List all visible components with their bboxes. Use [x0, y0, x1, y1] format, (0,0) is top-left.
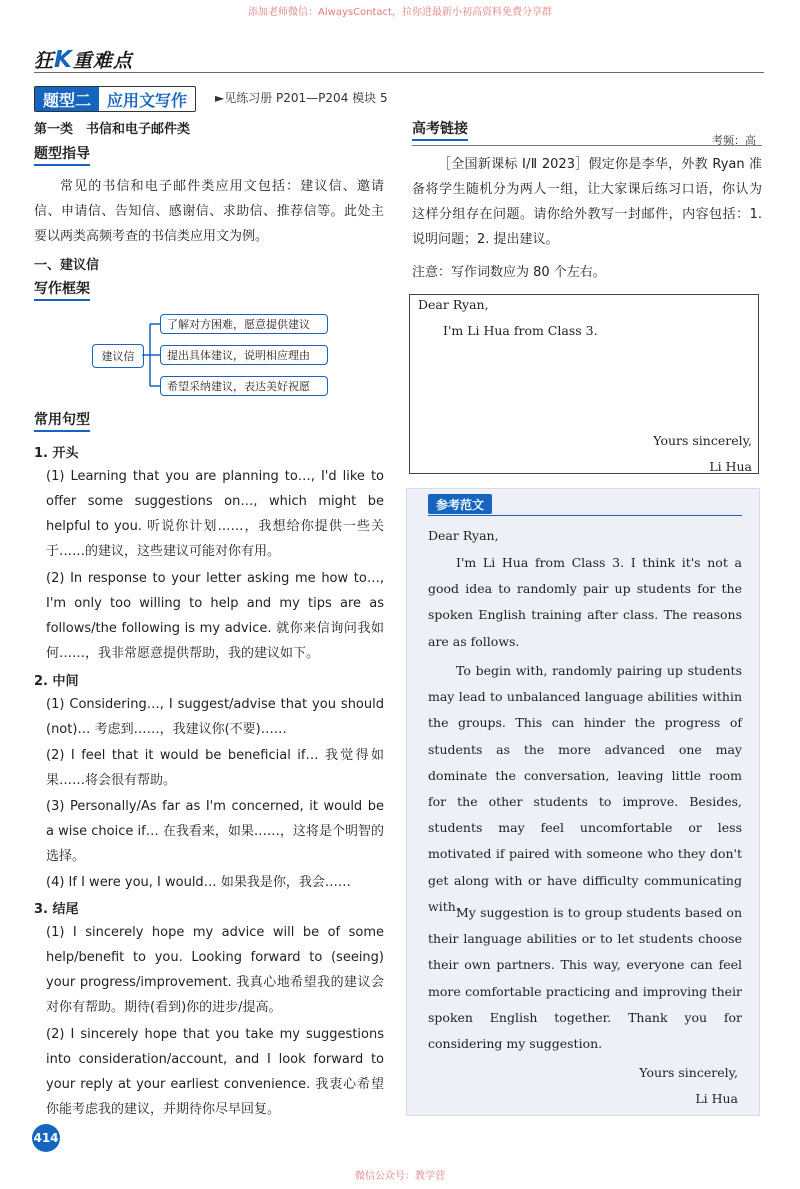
sample-essay-rule [428, 515, 742, 516]
brand-logo [34, 46, 133, 73]
section-sentences-heading: 常用句型 [34, 409, 90, 432]
opening-sentence: (2) In response to your letter asking me how to…, I'm only too willing to help and my tips are as follows/the following is my advice. 就你来信询问我如何……，我非常愿意提供帮助，我的建议如下。 [46, 571, 384, 661]
category-title: 第一类 书信和电子邮件类 [34, 122, 191, 137]
middle-sentence: (1) Considering…, I suggest/advise that you should (not)… 考虑到……，我建议你(不要)…… [46, 697, 384, 737]
sample-greeting: Dear Ryan, [428, 528, 499, 543]
middle-heading: 2. 中间 [34, 674, 79, 689]
sample-closing: Yours sincerely, [639, 1065, 738, 1080]
framework-item: 希望采纳建议，表达美好祝愿 [160, 376, 328, 396]
sample-signature: Li Hua [695, 1091, 738, 1106]
answer-signature: Li Hua [709, 459, 752, 474]
gaokao-note: 注意：写作词数应为 80 个左右。 [412, 265, 606, 280]
middle-sentence: (3) Personally/As far as I'm concerned, it would be a wise choice if… 在我看来，如果……，这将是个明智的选择。 [46, 799, 384, 864]
ending-heading: 3. 结尾 [34, 902, 79, 917]
gaokao-heading: 高考链接 [412, 118, 468, 141]
gaokao-rule [412, 145, 762, 146]
answer-closing: Yours sincerely, [653, 433, 752, 448]
brand-prefix: 狂 [34, 50, 55, 72]
brand-k: K [54, 47, 73, 73]
type-tag [34, 86, 196, 112]
intro-paragraph: 常见的书信和电子邮件类应用文包括：建议信、邀请信、申请信、告知信、感谢信、求助信、推荐信等。此处主要以两类高频考查的书信类应用文为例。 [34, 179, 384, 244]
brand-suffix: 重难点 [72, 50, 133, 72]
top-watermark: 添加老师微信：AlwaysContact，拉你进最新小初高资料免费分享群 [248, 7, 552, 18]
sample-paragraph: My suggestion is to group students based on their language abilities or to let students choose their own partners. This way, everyone can feel more comfortable practicing and improving their spoken English together. Thank you for considering my suggestion. [428, 905, 742, 1052]
sample-paragraph: To begin with, randomly pairing up students may lead to unbalanced language abilities within the groups. This can hinder the progress of students as the more advanced one may dominate the conversation, leaving little room for the other students to improve. Besides, students may feel uncomfortable or less motivated if paired with someone who they don't get along with or have difficulty communicating with. [428, 663, 742, 914]
gaokao-prompt: ［全国新课标 Ⅰ/Ⅱ 2023］假定你是李华，外教 Ryan 准备将学生随机分为两人一组，让大家课后练习口语，你认为这样分组存在问题。请你给外教写一封邮件，内容包括：1. 说明问题；2. 提出建议。 [412, 157, 762, 247]
suggestion-letter-subheading: 一、建议信 [34, 258, 100, 273]
framework-item: 了解对方困难，愿意提供建议 [160, 314, 328, 334]
workbook-reference: ►见练习册 P201—P204 模块 5 [215, 91, 388, 105]
sample-essay-tag: 参考范文 [428, 494, 492, 514]
bottom-watermark: 微信公众号：教学营 [355, 1171, 445, 1182]
type-tag-number: 题型二 [35, 87, 99, 111]
type-tag-title: 应用文写作 [107, 90, 188, 110]
section-framework-heading: 写作框架 [34, 278, 90, 301]
sample-paragraph: I'm Li Hua from Class 3. I think it's not a good idea to randomly pair up students for the spoken English training after class. The reasons are as follows. [428, 555, 742, 649]
opening-sentence: (1) Learning that you are planning to…, I'd like to offer some suggestions on…, which might be helpful to you. 听说你计划……，我想给你提供一些关于……的建议，这些建议可能对你有用。 [46, 469, 384, 559]
framework-item: 提出具体建议，说明相应理由 [160, 345, 328, 365]
middle-sentence: (2) I feel that it would be beneficial if… 我觉得如果……将会很有帮助。 [46, 748, 384, 788]
ending-sentence: (1) I sincerely hope my advice will be of some help/benefit to you. Looking forward to (seeing) your progress/improvement. 我真心地希望我的建议会对你有帮助。期待(看到)你的进步/提高。 [46, 925, 384, 1015]
section-guide-heading: 题型指导 [34, 143, 90, 166]
header-rule [34, 72, 764, 73]
ending-sentence: (2) I sincerely hope that you take my suggestions into consideration/account, and I look forward to your reply at your earliest convenience. 我衷心希望你能考虑我的建议，并期待你尽早回复。 [46, 1027, 384, 1117]
page-number: 414 [32, 1124, 60, 1152]
gaokao-frequency: 考频：高 [712, 134, 756, 147]
opening-heading: 1. 开头 [34, 446, 79, 461]
answer-intro: I'm Li Hua from Class 3. [443, 323, 598, 338]
middle-sentence: (4) If I were you, I would… 如果我是你，我会…… [46, 875, 351, 890]
framework-root: 建议信 [92, 344, 144, 368]
answer-greeting: Dear Ryan, [418, 297, 489, 312]
